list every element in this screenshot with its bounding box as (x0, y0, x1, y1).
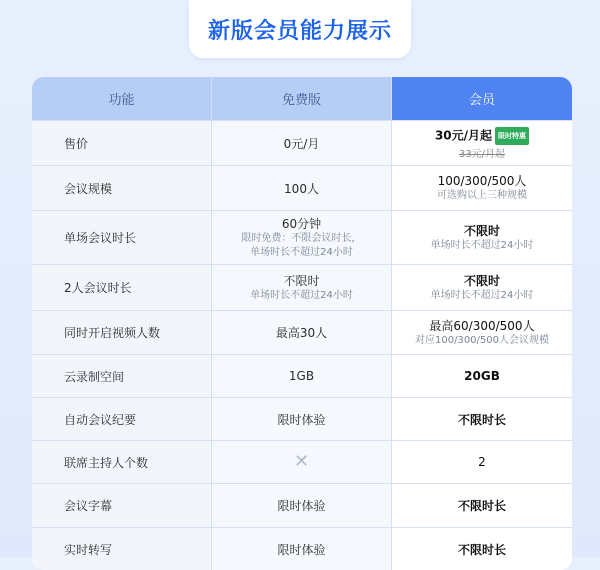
vip-value: 20GB (392, 355, 572, 397)
vip-sub: 单场时长不超过24小时 (430, 239, 534, 251)
table-row (32, 355, 572, 398)
free-value (212, 441, 392, 483)
free-value: 限时体验 (212, 528, 392, 570)
feature-label: 云录制空间 (32, 355, 212, 397)
vip-value (392, 311, 572, 354)
vip-price: 30元/月起 (434, 128, 493, 142)
vip-old-price: 33元/月起 (458, 148, 506, 160)
free-main: 不限时 (283, 273, 320, 288)
vip-value: 2 (392, 441, 572, 483)
free-value: 1GB (212, 355, 392, 397)
feature-label: 同时开启视频人数 (32, 311, 212, 354)
title-wrap (0, 0, 600, 58)
feature-label: 售价 (32, 121, 212, 165)
vip-value (392, 121, 572, 165)
feature-label: 会议规模 (32, 166, 212, 210)
header-vip: 会员 (392, 77, 572, 120)
free-value: 100人 (212, 166, 392, 210)
header-free: 免费版 (212, 77, 392, 120)
header-feature: 功能 (32, 77, 212, 120)
vip-main: 最高60/300/500人 (429, 318, 535, 333)
free-sub: 单场时长不超过24小时 (250, 246, 353, 258)
table-row (32, 265, 572, 311)
feature-label: 实时转写 (32, 528, 212, 570)
comparison-table (32, 77, 572, 570)
table-row (32, 121, 572, 166)
table-row (32, 528, 572, 570)
vip-main: 不限时 (463, 273, 500, 288)
vip-value: 不限时长 (392, 398, 572, 440)
vip-sub: 单场时长不超过24小时 (430, 289, 534, 301)
table-row (32, 166, 572, 211)
free-value: 0元/月 (212, 121, 392, 165)
free-value: 最高30人 (212, 311, 392, 354)
free-value (212, 211, 392, 264)
table-header (32, 77, 572, 121)
feature-label: 联席主持人个数 (32, 441, 212, 483)
table-row (32, 211, 572, 265)
free-value: 限时体验 (212, 398, 392, 440)
free-value: 限时体验 (212, 484, 392, 527)
feature-label: 自动会议纪要 (32, 398, 212, 440)
table-row (32, 441, 572, 484)
table-row (32, 398, 572, 441)
free-sub: 单场时长不超过24小时 (250, 289, 353, 301)
page-title: 新版会员能力展示 (189, 0, 411, 58)
promo-badge: 限时特惠 (495, 127, 529, 145)
vip-value: 不限时长 (392, 528, 572, 570)
free-sub: 限时免费：不限会议时长， (241, 232, 362, 244)
vip-price-line (435, 127, 529, 145)
vip-value (392, 265, 572, 310)
feature-label: 单场会议时长 (32, 211, 212, 264)
feature-label: 2人会议时长 (32, 265, 212, 310)
vip-main: 100/300/500人 (437, 174, 527, 188)
vip-value: 不限时长 (392, 484, 572, 527)
vip-value (392, 166, 572, 210)
free-main: 60分钟 (281, 216, 322, 231)
table-row (32, 484, 572, 528)
free-value (212, 265, 392, 310)
close-icon: ✕ (293, 451, 310, 472)
vip-main: 不限时 (463, 223, 500, 238)
feature-label: 会议字幕 (32, 484, 212, 527)
table-row (32, 311, 572, 355)
vip-value (392, 211, 572, 264)
vip-sub: 可选购以上三种规模 (437, 190, 527, 201)
vip-sub: 对应100/300/500人会议规模 (415, 334, 549, 346)
